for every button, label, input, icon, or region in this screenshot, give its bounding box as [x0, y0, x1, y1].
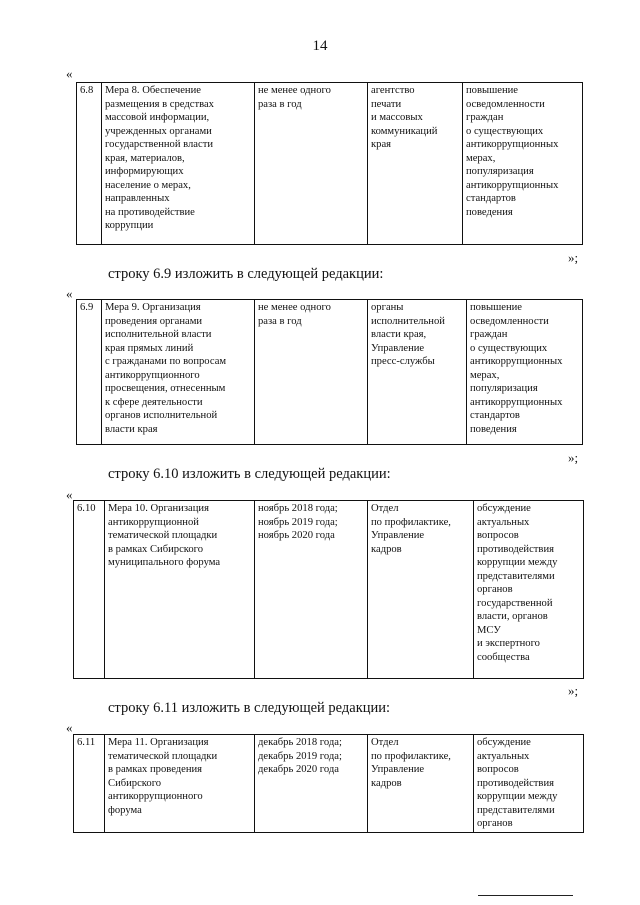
row-table-6-11 — [73, 734, 584, 833]
period-cell: ноябрь 2018 года; ноябрь 2019 года; ноябрь 2020 года — [255, 501, 368, 679]
executor-cell: агентство печати и массовых коммуникаций края — [368, 83, 463, 245]
instruction-text: строку 6.11 изложить в следующей редакции: — [108, 700, 391, 716]
quote-open: « — [66, 286, 73, 301]
measure-cell: Мера 11. Организация тематической площадки в рамках проведения Сибирского антикоррупционного форума — [105, 735, 255, 833]
result-cell: обсуждение актуальных вопросов противодействия коррупции между представителями органов государственной власти, органов МСУ и экспертного сообщества — [474, 501, 584, 679]
period-cell: не менее одного раза в год — [255, 300, 368, 445]
measure-cell: Мера 8. Обеспечение размещения в средствах массовой информации, учрежденных органами государственной власти края, материалов, информирующих население о мерах, направленных на противодействие коррупции — [102, 83, 255, 245]
result-cell: повышение осведомленности граждан о существующих антикоррупционных мерах, популяризация антикоррупционных стандартов поведения — [467, 300, 583, 445]
measure-cell: Мера 9. Организация проведения органами исполнительной власти края прямых линий с гражданами по вопросам антикоррупционного просвещения, отнесенным к сфере деятельности органов исполнительной власти края — [102, 300, 255, 445]
table-row — [74, 735, 584, 833]
quote-close: »; — [568, 450, 579, 465]
measure-cell: Мера 10. Организация антикоррупционной тематической площадки в рамках Сибирского муниципального форума — [105, 501, 255, 679]
table-row — [77, 300, 583, 445]
bottom-rule — [478, 895, 573, 896]
instruction-text: строку 6.10 изложить в следующей редакции: — [108, 466, 391, 482]
quote-close: »; — [568, 250, 579, 265]
row-table-6-8 — [76, 82, 583, 245]
executor-cell: органы исполнительной власти края, Управление пресс-службы — [368, 300, 467, 445]
quote-close: »; — [568, 683, 579, 698]
table-row — [74, 501, 584, 679]
executor-cell: Отдел по профилактике, Управление кадров — [368, 501, 474, 679]
page-number: 14 — [312, 38, 328, 54]
executor-cell: Отдел по профилактике, Управление кадров — [368, 735, 474, 833]
row-table-6-9 — [76, 299, 583, 445]
row-number: 6.11 — [74, 735, 105, 833]
row-number: 6.10 — [74, 501, 105, 679]
quote-open: « — [66, 720, 73, 735]
result-cell: обсуждение актуальных вопросов противодействия коррупции между представителями органов — [474, 735, 584, 833]
period-cell: декабрь 2018 года; декабрь 2019 года; декабрь 2020 года — [255, 735, 368, 833]
row-table-6-10 — [73, 500, 584, 679]
instruction-text: строку 6.9 изложить в следующей редакции: — [108, 266, 384, 282]
row-number: 6.8 — [77, 83, 102, 245]
result-cell: повышение осведомленности граждан о существующих антикоррупционных мерах, популяризация антикоррупционных стандартов поведения — [463, 83, 583, 245]
row-number: 6.9 — [77, 300, 102, 445]
period-cell: не менее одного раза в год — [255, 83, 368, 245]
quote-open: « — [66, 66, 73, 81]
table-row — [77, 83, 583, 245]
quote-open: « — [66, 487, 73, 502]
